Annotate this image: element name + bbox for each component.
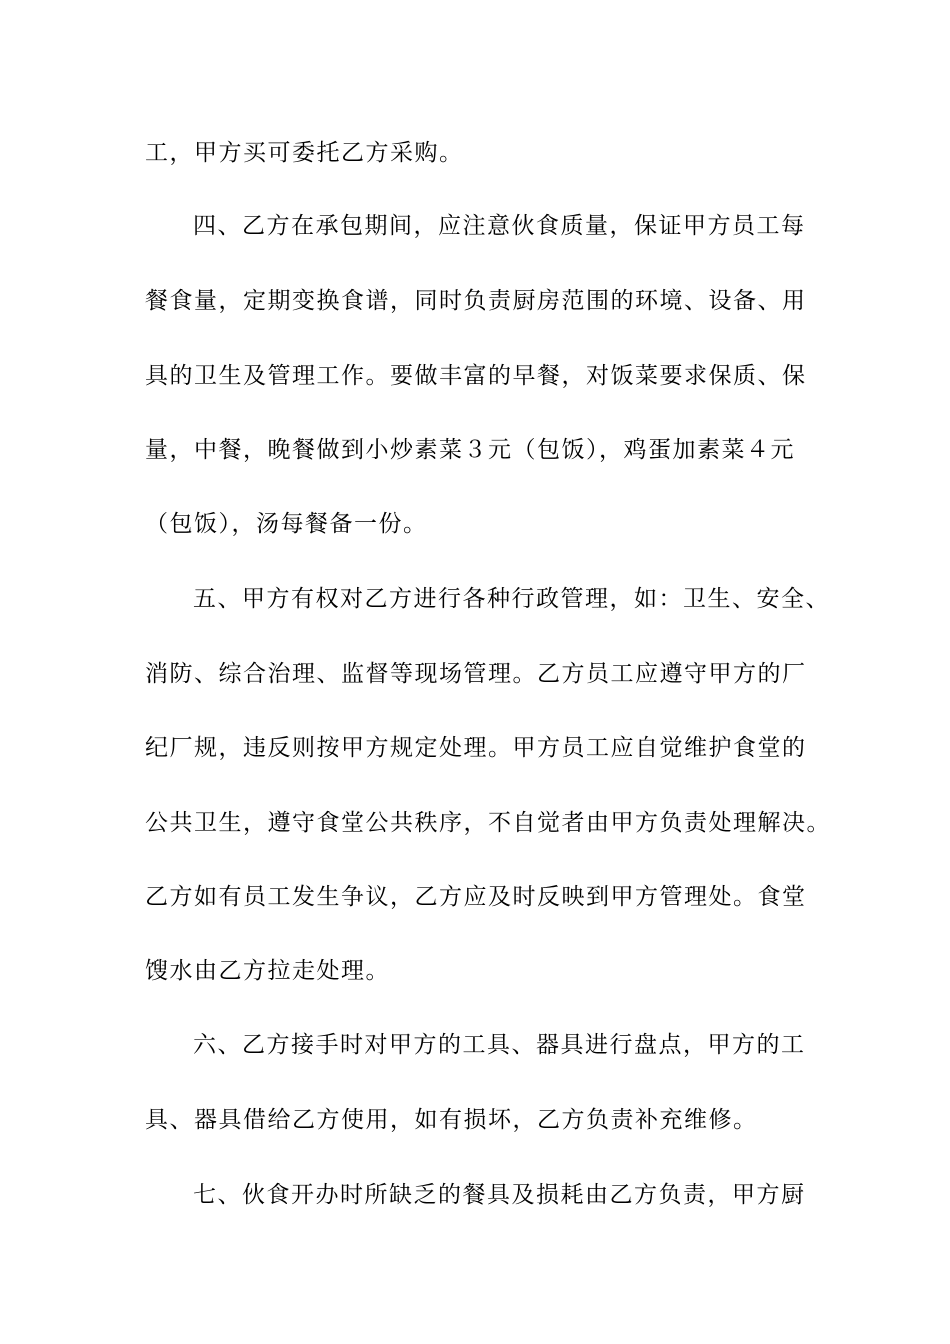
text-line: 公共卫生，遵守食堂公共秩序，不自觉者由甲方负责处理解决。 xyxy=(145,810,831,836)
text-line: 量，中餐，晚餐做到小炒素菜３元（包饭），鸡蛋加素菜４元 xyxy=(145,437,795,463)
paragraph-five-start: 五、甲方有权对乙方进行各种行政管理，如：卫生、安全、 xyxy=(193,586,830,612)
text-line: 具、器具借给乙方使用，如有损坏，乙方负责补充维修。 xyxy=(145,1107,758,1133)
paragraph-seven-start: 七、伙食开办时所缺乏的餐具及损耗由乙方负责，甲方厨 xyxy=(193,1182,806,1208)
text-line: 消防、综合治理、监督等现场管理。乙方员工应遵守甲方的厂 xyxy=(145,661,807,687)
text-line: （包饭），汤每餐备一份。 xyxy=(145,511,428,537)
paragraph-six-start: 六、乙方接手时对甲方的工具、器具进行盘点，甲方的工 xyxy=(193,1032,806,1058)
text-line: 餐食量，定期变换食谱，同时负责厨房范围的环境、设备、用 xyxy=(145,288,807,314)
text-line: 纪厂规，违反则按甲方规定处理。甲方员工应自觉维护食堂的 xyxy=(145,735,807,761)
text-line: 馊水由乙方拉走处理。 xyxy=(145,958,390,984)
paragraph-four-start: 四、乙方在承包期间，应注意伙食质量，保证甲方员工每 xyxy=(193,213,806,239)
text-line: 乙方如有员工发生争议，乙方应及时反映到甲方管理处。食堂 xyxy=(145,884,807,910)
text-line: 工，甲方买可委托乙方采购。 xyxy=(145,140,464,166)
text-line: 具的卫生及管理工作。要做丰富的早餐，对饭菜要求保质、保 xyxy=(145,363,807,389)
